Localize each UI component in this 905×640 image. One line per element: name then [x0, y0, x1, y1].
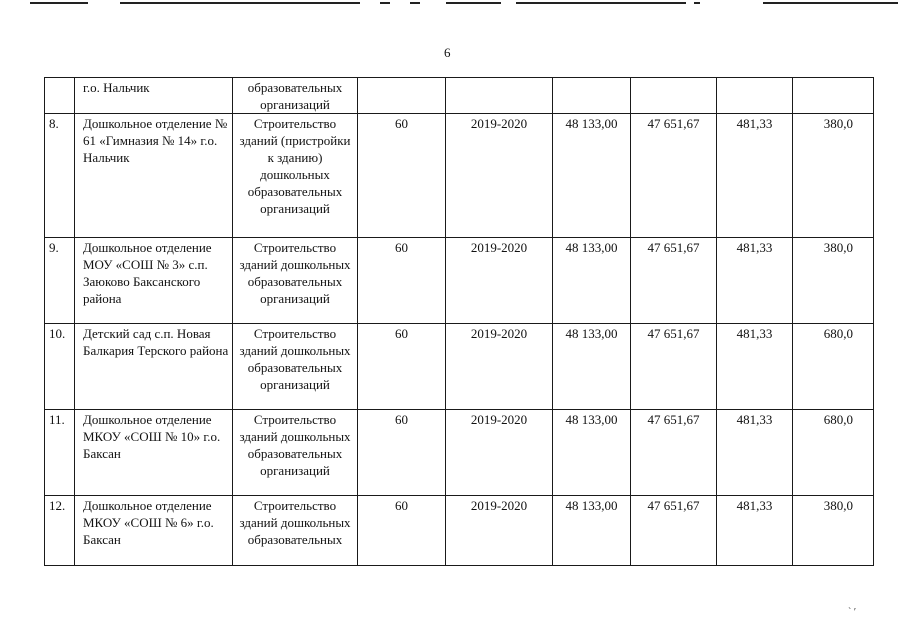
cell-reg — [717, 78, 793, 114]
cell-purpose: образовательных организаций — [233, 78, 358, 114]
objects-table — [44, 77, 874, 566]
table-row — [45, 410, 874, 496]
top-rule-6 — [516, 2, 686, 4]
cell-local: 680,0 — [793, 410, 874, 496]
page-number: 6 — [444, 45, 451, 60]
cell-num: 10. — [45, 324, 75, 410]
cell-name: Дошкольное отделение № 61 «Гимназия № 14» г.о. Нальчик — [75, 114, 233, 238]
top-rule-3 — [380, 2, 390, 4]
cell-name: Детский сад с.п. Новая Балкария Терского района — [75, 324, 233, 410]
cell-period — [446, 78, 553, 114]
cell-name: Дошкольное отделение МКОУ «СОШ № 6» г.о. Баксан — [75, 496, 233, 566]
table-row — [45, 114, 874, 238]
table-row — [45, 496, 874, 566]
cell-fed: 47 651,67 — [631, 496, 717, 566]
cell-reg: 481,33 — [717, 114, 793, 238]
cell-total: 48 133,00 — [553, 496, 631, 566]
table-row — [45, 324, 874, 410]
cell-num: 8. — [45, 114, 75, 238]
cell-fed: 47 651,67 — [631, 410, 717, 496]
cell-total: 48 133,00 — [553, 114, 631, 238]
cell-num: 11. — [45, 410, 75, 496]
scan-mark: ` ′ — [848, 607, 857, 618]
cell-reg: 481,33 — [717, 410, 793, 496]
top-rule-5 — [446, 2, 501, 4]
cell-total: 48 133,00 — [553, 238, 631, 324]
cell-name: г.о. Нальчик — [75, 78, 233, 114]
cell-purpose: Строительство зданий (пристройки к зданию) дошкольных образовательных организаций — [233, 114, 358, 238]
cell-num — [45, 78, 75, 114]
cell-places: 60 — [358, 324, 446, 410]
cell-local: 380,0 — [793, 114, 874, 238]
cell-places: 60 — [358, 410, 446, 496]
cell-places: 60 — [358, 238, 446, 324]
cell-local — [793, 78, 874, 114]
cell-total — [553, 78, 631, 114]
cell-period: 2019-2020 — [446, 114, 553, 238]
cell-fed: 47 651,67 — [631, 114, 717, 238]
cell-local: 380,0 — [793, 496, 874, 566]
table-row-continued — [45, 78, 874, 114]
cell-local: 680,0 — [793, 324, 874, 410]
top-rule-2 — [120, 2, 360, 4]
cell-local: 380,0 — [793, 238, 874, 324]
cell-reg: 481,33 — [717, 238, 793, 324]
cell-purpose: Строительство зданий дошкольных образовательных организаций — [233, 410, 358, 496]
top-rule-1 — [30, 2, 88, 4]
cell-places: 60 — [358, 114, 446, 238]
cell-total: 48 133,00 — [553, 410, 631, 496]
cell-name: Дошкольное отделение МКОУ «СОШ № 10» г.о. Баксан — [75, 410, 233, 496]
cell-num: 9. — [45, 238, 75, 324]
cell-fed: 47 651,67 — [631, 238, 717, 324]
cell-name: Дошкольное отделение МОУ «СОШ № 3» с.п. Заюково Баксанского района — [75, 238, 233, 324]
cell-period: 2019-2020 — [446, 496, 553, 566]
top-rule-7 — [694, 2, 700, 4]
cell-purpose: Строительство зданий дошкольных образовательных организаций — [233, 238, 358, 324]
cell-places: 60 — [358, 496, 446, 566]
cell-purpose: Строительство зданий дошкольных образовательных — [233, 496, 358, 566]
cell-period: 2019-2020 — [446, 324, 553, 410]
cell-reg: 481,33 — [717, 324, 793, 410]
cell-period: 2019-2020 — [446, 238, 553, 324]
cell-fed — [631, 78, 717, 114]
cell-total: 48 133,00 — [553, 324, 631, 410]
cell-period: 2019-2020 — [446, 410, 553, 496]
top-rule-4 — [410, 2, 420, 4]
table-row — [45, 238, 874, 324]
cell-fed: 47 651,67 — [631, 324, 717, 410]
cell-places — [358, 78, 446, 114]
cell-reg: 481,33 — [717, 496, 793, 566]
cell-purpose: Строительство зданий дошкольных образовательных организаций — [233, 324, 358, 410]
cell-num: 12. — [45, 496, 75, 566]
top-rule-8 — [763, 2, 898, 4]
